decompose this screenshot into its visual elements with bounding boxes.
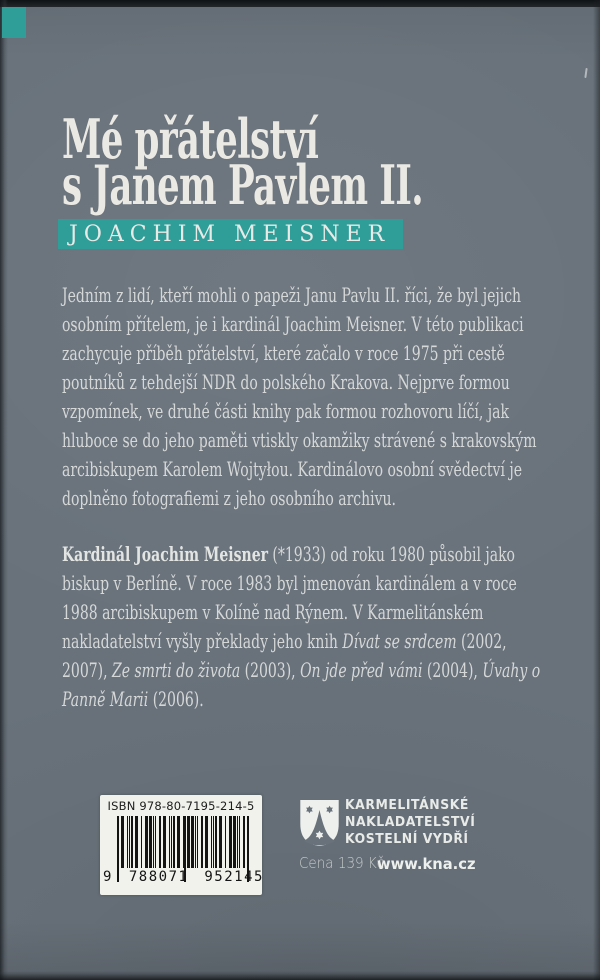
scratch-mark [584, 68, 587, 78]
publisher-name-block [345, 797, 487, 848]
synopsis-line: Jedním z lidí, kteří mohli o papeži Janu Pavlu II. říci, že byl jejich [62, 283, 522, 307]
bio-text: (*1933) od roku 1980 působil jako biskup v Berlíně. V roce 1983 byl jmenován kardinálem a v roce 1988 arcibiskupem v Kolíně nad Rýnem. V Karmelitánském nakladatelství vyšly překlady jeho knih [62, 542, 517, 653]
teal-corner-accent [2, 7, 26, 38]
left-book-edge [0, 0, 8, 980]
bio-book-title: Dívat se srdcem [342, 629, 457, 653]
synopsis-line: zachycuje příběh přátelství, které začalo v roce 1975 při cestě [62, 341, 505, 365]
bio-book-title: Ze smrti do života [111, 658, 241, 682]
bio-book-title: On jde před vámi [300, 658, 423, 682]
book-title-line1: Mé přátelství [62, 107, 319, 171]
author-bio-paragraph [62, 540, 546, 714]
synopsis-paragraph [62, 281, 600, 513]
publisher-website: www.kna.cz [377, 855, 476, 873]
barcode-label [100, 795, 262, 895]
synopsis-line: hluboce se do jeho paměti vtiskly okamžiky strávené s krakovským [62, 428, 537, 452]
bio-text: (2006). [148, 687, 204, 711]
publisher-line: KOSTELNÍ VYDŘÍ [345, 831, 469, 847]
book-title-line2: s Janem Pavlem II. [62, 153, 423, 217]
bio-author-name: Kardinál Joachim Meisner [62, 542, 268, 566]
top-book-edge [0, 0, 600, 7]
bottom-book-edge [0, 971, 600, 980]
barcode-digits: 9 788071 952145 [103, 869, 264, 885]
publisher-line: NAKLADATELSTVÍ [345, 814, 476, 830]
barcode-bars [117, 816, 249, 868]
carmelite-shield-icon [299, 799, 340, 847]
synopsis-line: arcibiskupem Karolem Wojtyłou. Kardinálovo osobní svědectví je [62, 457, 522, 481]
synopsis-line: osobním přítelem, je i kardinál Joachim Meisner. V této publikaci [62, 312, 524, 336]
price-label: Cena 139 Kč [299, 854, 385, 872]
publisher-line: KARMELITÁNSKÉ [345, 797, 469, 813]
isbn-number: ISBN 978-80-7195-214-5 [107, 799, 255, 813]
synopsis-line: poutníků z tehdejší NDR do polského Krakova. Nejprve formou [62, 370, 510, 394]
author-band [58, 219, 403, 249]
synopsis-line: doplněno fotografiemi z jeho osobního archivu. [62, 486, 397, 510]
bio-text: (2003), [240, 658, 301, 682]
bio-text: (2002, 2007), [62, 629, 507, 682]
synopsis-line: vzpomínek, ve druhé části knihy pak formou rozhovoru líčí, jak [62, 399, 509, 423]
author-name: JOACHIM MEISNER [69, 221, 391, 247]
bio-book-title: Úvahy o Panně Marii [62, 658, 541, 711]
bio-text: (2004), [422, 658, 483, 682]
